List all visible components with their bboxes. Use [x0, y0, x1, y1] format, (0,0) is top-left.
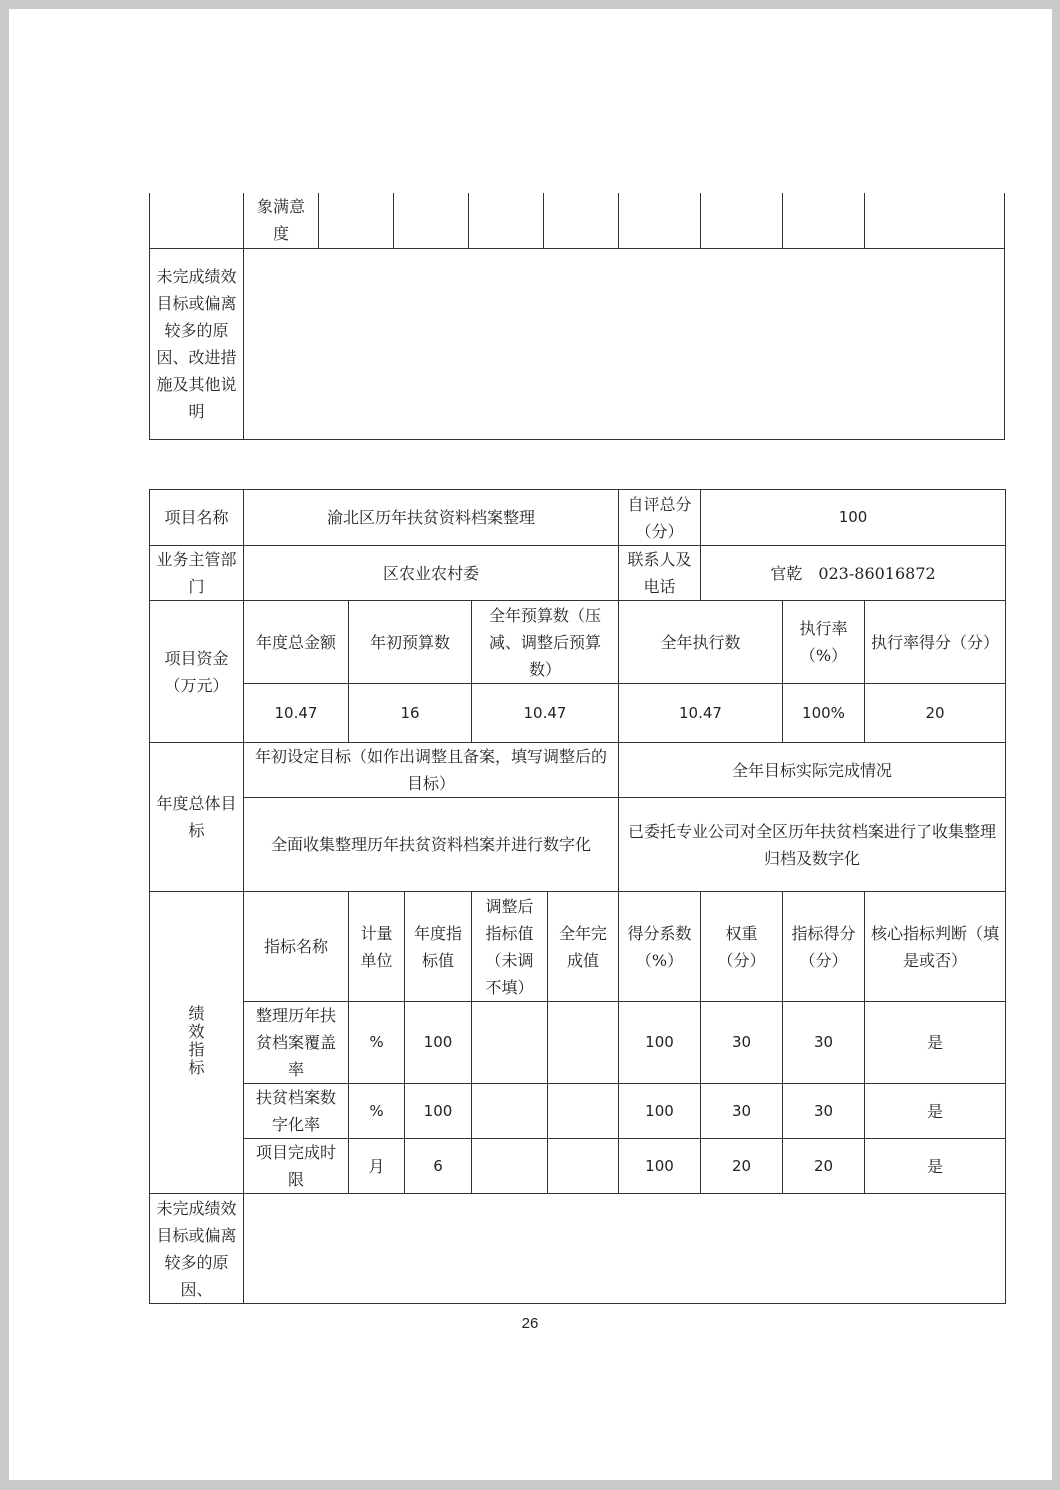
ind-header-unit: 计量单位 [349, 892, 405, 1002]
funds-total: 10.47 [244, 684, 349, 743]
funds-label: 项目资金（万元） [150, 601, 244, 743]
ind-adjusted [472, 1139, 548, 1194]
ind-adjusted [472, 1084, 548, 1139]
funds-rate: 100% [783, 684, 865, 743]
prev-note-content [244, 248, 1005, 439]
ind-weight: 20 [701, 1139, 783, 1194]
funds-header-adjusted: 全年预算数（压减、调整后预算数） [472, 601, 619, 684]
funds-header-rate-score: 执行率得分（分） [865, 601, 1006, 684]
table-row [150, 1002, 1006, 1084]
goals-set-text: 全面收集整理历年扶贫资料档案并进行数字化 [244, 798, 619, 892]
ind-annual: 6 [405, 1139, 472, 1194]
funds-header-rate: 执行率（%） [783, 601, 865, 684]
prev-cell [544, 193, 619, 248]
table-row [150, 1139, 1006, 1194]
self-score: 100 [701, 490, 1006, 546]
ind-name: 整理历年扶贫档案覆盖率 [244, 1002, 349, 1084]
ind-done [548, 1139, 619, 1194]
prev-empty-label [150, 193, 244, 248]
ind-score: 30 [783, 1002, 865, 1084]
prev-indicator-fragment: 象满意度 [244, 193, 319, 248]
ind-weight: 30 [701, 1084, 783, 1139]
ind-coef: 100 [619, 1002, 701, 1084]
ind-done [548, 1084, 619, 1139]
ind-unit: 月 [349, 1139, 405, 1194]
dept: 区农业农村委 [244, 546, 619, 601]
note-content [244, 1194, 1006, 1304]
funds-header-total: 年度总金额 [244, 601, 349, 684]
funds-executed: 10.47 [619, 684, 783, 743]
prev-cell [619, 193, 701, 248]
ind-unit: % [349, 1002, 405, 1084]
goals-set-header: 年初设定目标（如作出调整且备案，填写调整后的目标） [244, 743, 619, 798]
ind-score: 30 [783, 1084, 865, 1139]
ind-header-name: 指标名称 [244, 892, 349, 1002]
goals-actual-text: 已委托专业公司对全区历年扶贫档案进行了收集整理归档及数字化 [619, 798, 1006, 892]
goals-label: 年度总体目标 [150, 743, 244, 892]
contact-label: 联系人及电话 [619, 546, 701, 601]
ind-header-score: 指标得分（分） [783, 892, 865, 1002]
prev-note-label: 未完成绩效目标或偏离较多的原因、改进措施及其他说明 [150, 248, 244, 439]
ind-unit: % [349, 1084, 405, 1139]
project-name-label: 项目名称 [150, 490, 244, 546]
prev-cell [865, 193, 1005, 248]
ind-weight: 30 [701, 1002, 783, 1084]
page-number: 26 [521, 1315, 539, 1332]
ind-name: 扶贫档案数字化率 [244, 1084, 349, 1139]
indicators-label [150, 892, 244, 1194]
ind-header-annual: 年度指标值 [405, 892, 472, 1002]
ind-header-coef: 得分系数（%） [619, 892, 701, 1002]
prev-cell [319, 193, 394, 248]
ind-name: 项目完成时限 [244, 1139, 349, 1194]
ind-header-weight: 权重（分） [701, 892, 783, 1002]
note-label: 未完成绩效目标或偏离较多的原因、 [150, 1194, 244, 1304]
ind-header-done: 全年完成值 [548, 892, 619, 1002]
project-name: 渝北区历年扶贫资料档案整理 [244, 490, 619, 546]
funds-initial: 16 [349, 684, 472, 743]
ind-adjusted [472, 1002, 548, 1084]
ind-annual: 100 [405, 1002, 472, 1084]
ind-annual: 100 [405, 1084, 472, 1139]
contact: 官乾 023-86016872 [701, 546, 1006, 601]
self-score-label: 自评总分（分） [619, 490, 701, 546]
prev-cell [469, 193, 544, 248]
project-performance-table [149, 489, 1006, 1304]
ind-core: 是 [865, 1139, 1006, 1194]
ind-score: 20 [783, 1139, 865, 1194]
funds-header-executed: 全年执行数 [619, 601, 783, 684]
dept-label: 业务主管部门 [150, 546, 244, 601]
table-row [150, 1084, 1006, 1139]
ind-done [548, 1002, 619, 1084]
ind-core: 是 [865, 1084, 1006, 1139]
funds-adjusted: 10.47 [472, 684, 619, 743]
ind-core: 是 [865, 1002, 1006, 1084]
prev-cell [701, 193, 783, 248]
prev-cell [783, 193, 865, 248]
prev-cell [394, 193, 469, 248]
ind-header-core: 核心指标判断（填是或否） [865, 892, 1006, 1002]
funds-rate-score: 20 [865, 684, 1006, 743]
indicators-label-text: 绩效指标 [188, 1003, 205, 1077]
ind-coef: 100 [619, 1084, 701, 1139]
previous-table-fragment [149, 193, 1005, 440]
funds-header-initial: 年初预算数 [349, 601, 472, 684]
goals-actual-header: 全年目标实际完成情况 [619, 743, 1006, 798]
ind-header-adjusted: 调整后指标值（未调不填） [472, 892, 548, 1002]
ind-coef: 100 [619, 1139, 701, 1194]
